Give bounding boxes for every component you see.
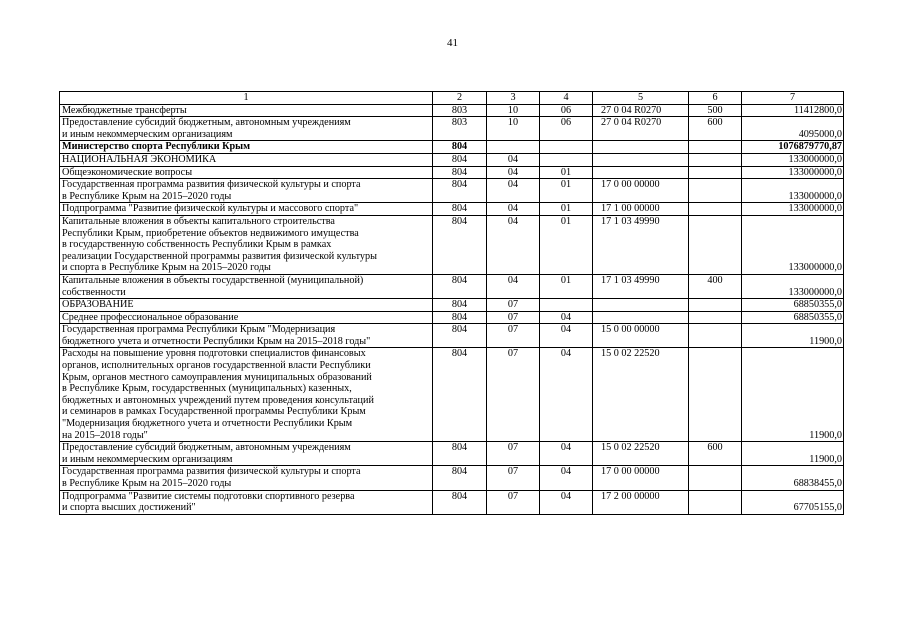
column-header: 1 (60, 92, 433, 105)
row-name-cell: Предоставление субсидий бюджетным, автономным учреждениям и иным некоммерческим организациям (60, 117, 433, 141)
target-article-cell: 27 0 04 R0270 (593, 104, 689, 117)
subsection-code-cell: 04 (540, 442, 593, 466)
section-code-cell: 07 (487, 348, 540, 442)
table-row (60, 117, 844, 141)
amount-cell: 68838455,0 (742, 466, 844, 490)
expense-type-cell (689, 203, 742, 216)
target-article-cell: 17 1 03 49990 (593, 215, 689, 274)
section-code-cell: 07 (487, 324, 540, 348)
amount-cell: 133000000,0 (742, 274, 844, 298)
amount-cell: 68850355,0 (742, 299, 844, 312)
column-header: 7 (742, 92, 844, 105)
row-name-cell: Государственная программа развития физической культуры и спорта в Республике Крым на 2015–2020 годы (60, 466, 433, 490)
target-article-cell: 17 0 00 00000 (593, 179, 689, 203)
table-row (60, 203, 844, 216)
section-code-cell: 04 (487, 166, 540, 179)
subsection-code-cell: 06 (540, 104, 593, 117)
subsection-code-cell: 04 (540, 311, 593, 324)
table-row (60, 348, 844, 442)
grbs-code-cell: 804 (433, 153, 487, 166)
target-article-cell (593, 311, 689, 324)
target-article-cell: 27 0 04 R0270 (593, 117, 689, 141)
target-article-cell: 15 0 00 00000 (593, 324, 689, 348)
grbs-code-cell: 804 (433, 324, 487, 348)
table-row (60, 141, 844, 154)
table-row (60, 466, 844, 490)
amount-cell: 11900,0 (742, 324, 844, 348)
amount-cell: 133000000,0 (742, 203, 844, 216)
section-code-cell: 04 (487, 274, 540, 298)
table-row (60, 215, 844, 274)
row-name-cell: Общеэкономические вопросы (60, 166, 433, 179)
amount-cell: 133000000,0 (742, 153, 844, 166)
table-row (60, 324, 844, 348)
expense-type-cell (689, 299, 742, 312)
grbs-code-cell: 804 (433, 141, 487, 154)
section-code-cell: 07 (487, 299, 540, 312)
table-body (60, 104, 844, 514)
row-name-cell: НАЦИОНАЛЬНАЯ ЭКОНОМИКА (60, 153, 433, 166)
grbs-code-cell: 804 (433, 490, 487, 514)
amount-cell: 1076879770,87 (742, 141, 844, 154)
column-number-row (60, 92, 844, 105)
section-code-cell: 07 (487, 490, 540, 514)
subsection-code-cell: 06 (540, 117, 593, 141)
grbs-code-cell: 804 (433, 299, 487, 312)
row-name-cell: Капитальные вложения в объекты государственной (муниципальной) собственности (60, 274, 433, 298)
column-header: 4 (540, 92, 593, 105)
table-row (60, 153, 844, 166)
row-name-cell: Межбюджетные трансферты (60, 104, 433, 117)
row-name-cell: Расходы на повышение уровня подготовки специалистов финансовых органов, исполнительных органов государственной власти Республики Крым, органов местного самоуправления муниципальных образований в Республике Крым, государственных (муниципальных) казенных, бюджетных и автономных учреждений путем проведения консультаций и семинаров в рамках Государственной программы Республики Крым "Модернизация бюджетного учета и отчетности Республики Крым на 2015–2018 годы" (60, 348, 433, 442)
table-row (60, 104, 844, 117)
target-article-cell (593, 153, 689, 166)
grbs-code-cell: 804 (433, 215, 487, 274)
subsection-code-cell: 01 (540, 274, 593, 298)
row-name-cell: Среднее профессиональное образование (60, 311, 433, 324)
subsection-code-cell (540, 141, 593, 154)
amount-cell: 68850355,0 (742, 311, 844, 324)
target-article-cell (593, 299, 689, 312)
target-article-cell (593, 166, 689, 179)
row-name-cell: ОБРАЗОВАНИЕ (60, 299, 433, 312)
row-name-cell: Капитальные вложения в объекты капитального строительства Республики Крым, приобретение объектов недвижимого имущества в государственную собственность Республики Крым в рамках реализации Государственной программы развития физической культуры и спорта в Республике Крым на 2015–2020 годы (60, 215, 433, 274)
expense-type-cell (689, 311, 742, 324)
subsection-code-cell: 04 (540, 348, 593, 442)
grbs-code-cell: 804 (433, 274, 487, 298)
expense-type-cell: 600 (689, 442, 742, 466)
expense-type-cell (689, 490, 742, 514)
section-code-cell: 04 (487, 215, 540, 274)
grbs-code-cell: 804 (433, 203, 487, 216)
column-header: 6 (689, 92, 742, 105)
page-number: 41 (447, 37, 458, 49)
column-header: 2 (433, 92, 487, 105)
grbs-code-cell: 803 (433, 104, 487, 117)
table-row (60, 179, 844, 203)
section-code-cell: 04 (487, 153, 540, 166)
grbs-code-cell: 804 (433, 179, 487, 203)
subsection-code-cell: 04 (540, 466, 593, 490)
table-row (60, 442, 844, 466)
amount-cell: 67705155,0 (742, 490, 844, 514)
subsection-code-cell: 04 (540, 324, 593, 348)
expense-type-cell (689, 179, 742, 203)
row-name-cell: Государственная программа развития физической культуры и спорта в Республике Крым на 2015–2020 годы (60, 179, 433, 203)
amount-cell: 11900,0 (742, 442, 844, 466)
target-article-cell: 17 1 00 00000 (593, 203, 689, 216)
expense-type-cell (689, 153, 742, 166)
section-code-cell: 04 (487, 203, 540, 216)
amount-cell: 11412800,0 (742, 104, 844, 117)
expense-type-cell (689, 141, 742, 154)
grbs-code-cell: 803 (433, 117, 487, 141)
budget-table (59, 91, 844, 515)
target-article-cell: 15 0 02 22520 (593, 442, 689, 466)
expense-type-cell (689, 324, 742, 348)
subsection-code-cell: 04 (540, 490, 593, 514)
subsection-code-cell: 01 (540, 179, 593, 203)
section-code-cell: 07 (487, 311, 540, 324)
subsection-code-cell: 01 (540, 166, 593, 179)
expense-type-cell: 500 (689, 104, 742, 117)
table-row (60, 311, 844, 324)
column-header: 5 (593, 92, 689, 105)
row-name-cell: Государственная программа Республики Крым "Модернизация бюджетного учета и отчетности Республики Крым на 2015–2018 годы" (60, 324, 433, 348)
amount-cell: 133000000,0 (742, 166, 844, 179)
section-code-cell: 07 (487, 442, 540, 466)
grbs-code-cell: 804 (433, 311, 487, 324)
expense-type-cell (689, 466, 742, 490)
amount-cell: 11900,0 (742, 348, 844, 442)
subsection-code-cell (540, 153, 593, 166)
table-row (60, 299, 844, 312)
row-name-cell: Предоставление субсидий бюджетным, автономным учреждениям и иным некоммерческим организациям (60, 442, 433, 466)
row-name-cell: Подпрограмма "Развитие системы подготовки спортивного резерва и спорта высших достижений" (60, 490, 433, 514)
grbs-code-cell: 804 (433, 442, 487, 466)
amount-cell: 133000000,0 (742, 215, 844, 274)
section-code-cell: 04 (487, 179, 540, 203)
table-row (60, 274, 844, 298)
subsection-code-cell: 01 (540, 203, 593, 216)
row-name-cell: Подпрограмма "Развитие физической культуры и массового спорта" (60, 203, 433, 216)
column-header: 3 (487, 92, 540, 105)
subsection-code-cell (540, 299, 593, 312)
table-row (60, 166, 844, 179)
target-article-cell (593, 141, 689, 154)
amount-cell: 4095000,0 (742, 117, 844, 141)
grbs-code-cell: 804 (433, 466, 487, 490)
table-row (60, 490, 844, 514)
section-code-cell: 10 (487, 104, 540, 117)
target-article-cell: 15 0 02 22520 (593, 348, 689, 442)
expense-type-cell (689, 166, 742, 179)
expense-type-cell: 400 (689, 274, 742, 298)
amount-cell: 133000000,0 (742, 179, 844, 203)
expense-type-cell: 600 (689, 117, 742, 141)
grbs-code-cell: 804 (433, 166, 487, 179)
expense-type-cell (689, 215, 742, 274)
subsection-code-cell: 01 (540, 215, 593, 274)
row-name-cell: Министерство спорта Республики Крым (60, 141, 433, 154)
expense-type-cell (689, 348, 742, 442)
target-article-cell: 17 0 00 00000 (593, 466, 689, 490)
grbs-code-cell: 804 (433, 348, 487, 442)
target-article-cell: 17 2 00 00000 (593, 490, 689, 514)
section-code-cell (487, 141, 540, 154)
section-code-cell: 10 (487, 117, 540, 141)
section-code-cell: 07 (487, 466, 540, 490)
target-article-cell: 17 1 03 49990 (593, 274, 689, 298)
